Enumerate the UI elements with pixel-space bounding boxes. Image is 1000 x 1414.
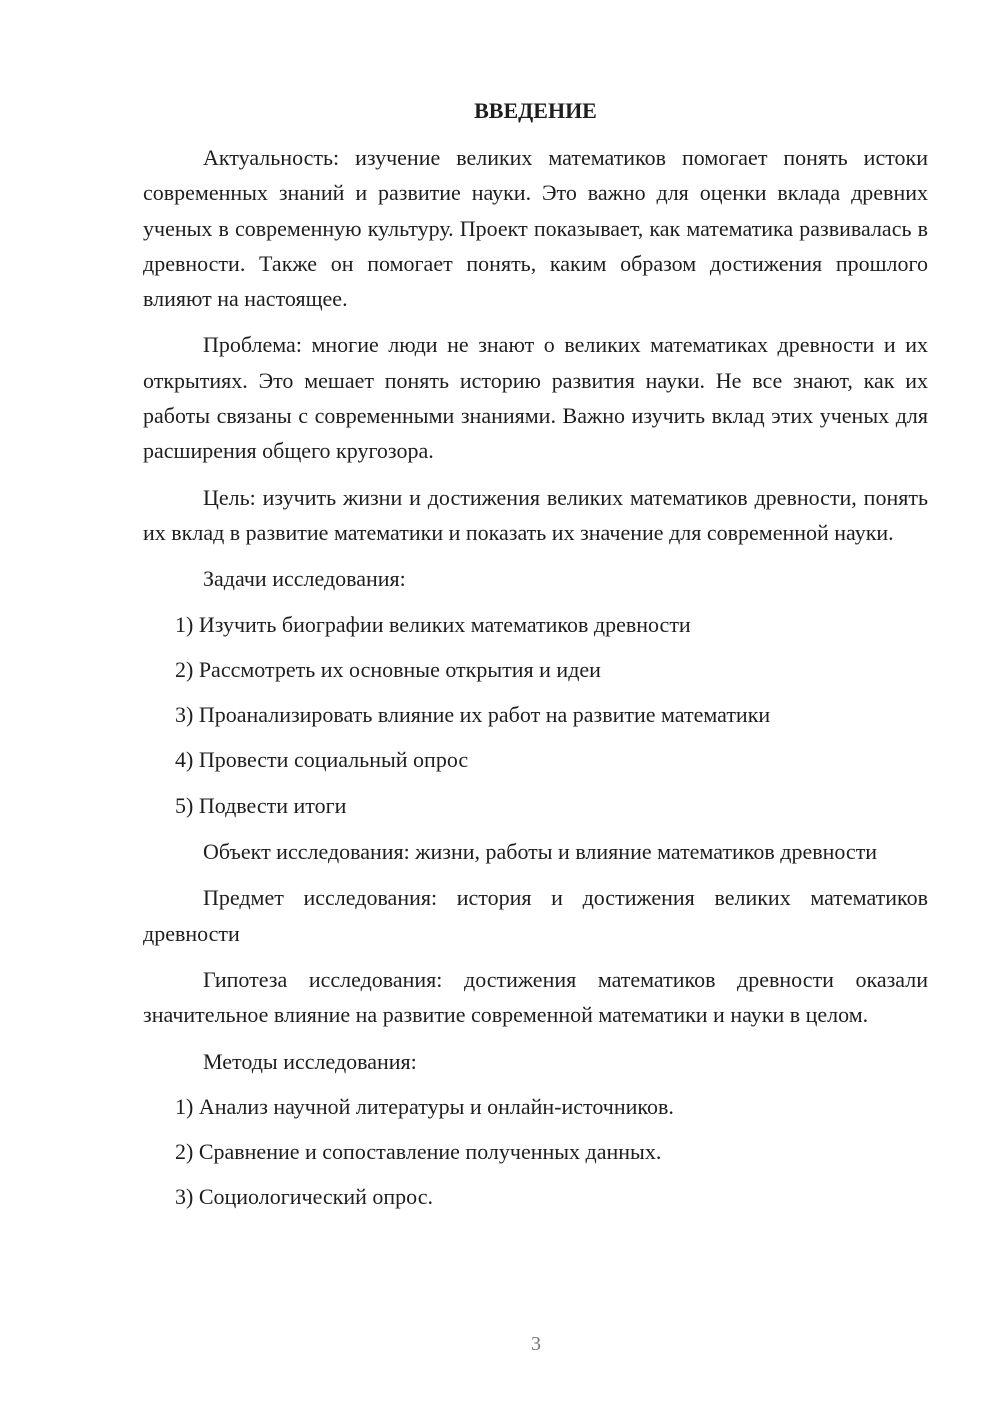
problem-paragraph: Проблема: многие люди не знают о великих математиках древности и их открытиях. Это мешает понять историю развития науки. Не все знают, как их работы связаны с современными знаниями. Важно изучить вклад этих ученых для расширения общего кругозора.	[143, 332, 928, 464]
task-item: 4) Провести социальный опрос	[175, 747, 469, 773]
task-item: 3) Проанализировать влияние их работ на развитие математики	[175, 702, 771, 728]
object-paragraph: Объект исследования: жизни, работы и влияние математиков древности	[203, 839, 878, 865]
relevance-paragraph: Актуальность: изучение великих математиков помогает понять истоки современных знаний и развитие науки. Это важно для оценки вклада древних ученых в современную культуру. Проект показывает, как математика развивалась в древности. Также он помогает понять, каким образом достижения прошлого влияют на настоящее.	[143, 145, 928, 312]
document-page	[143, 93, 928, 1225]
tasks-title: Задачи исследования:	[203, 566, 406, 592]
task-item: 1) Изучить биографии великих математиков древности	[175, 611, 691, 637]
method-item: 2) Сравнение и сопоставление полученных данных.	[175, 1139, 662, 1165]
hypothesis-paragraph: Гипотеза исследования: достижения математиков древности оказали значительное влияние на развитие современной математики и науки в целом.	[143, 966, 928, 1028]
subject-paragraph: Предмет исследования: история и достижения великих математиков древности	[143, 885, 928, 946]
method-item: 3) Социологический опрос.	[175, 1184, 433, 1210]
section-heading: ВВЕДЕНИЕ	[474, 98, 597, 123]
page-number: 3	[531, 1333, 541, 1355]
goal-paragraph: Цель: изучить жизни и достижения великих математиков древности, понять их вклад в развитие математики и показать их значение для современной науки.	[143, 484, 928, 545]
task-item: 5) Подвести итоги	[175, 792, 347, 818]
method-item: 1) Анализ научной литературы и онлайн-источников.	[175, 1093, 674, 1119]
task-item: 2) Рассмотреть их основные открытия и идеи	[175, 656, 601, 682]
methods-title: Методы исследования:	[203, 1048, 417, 1074]
